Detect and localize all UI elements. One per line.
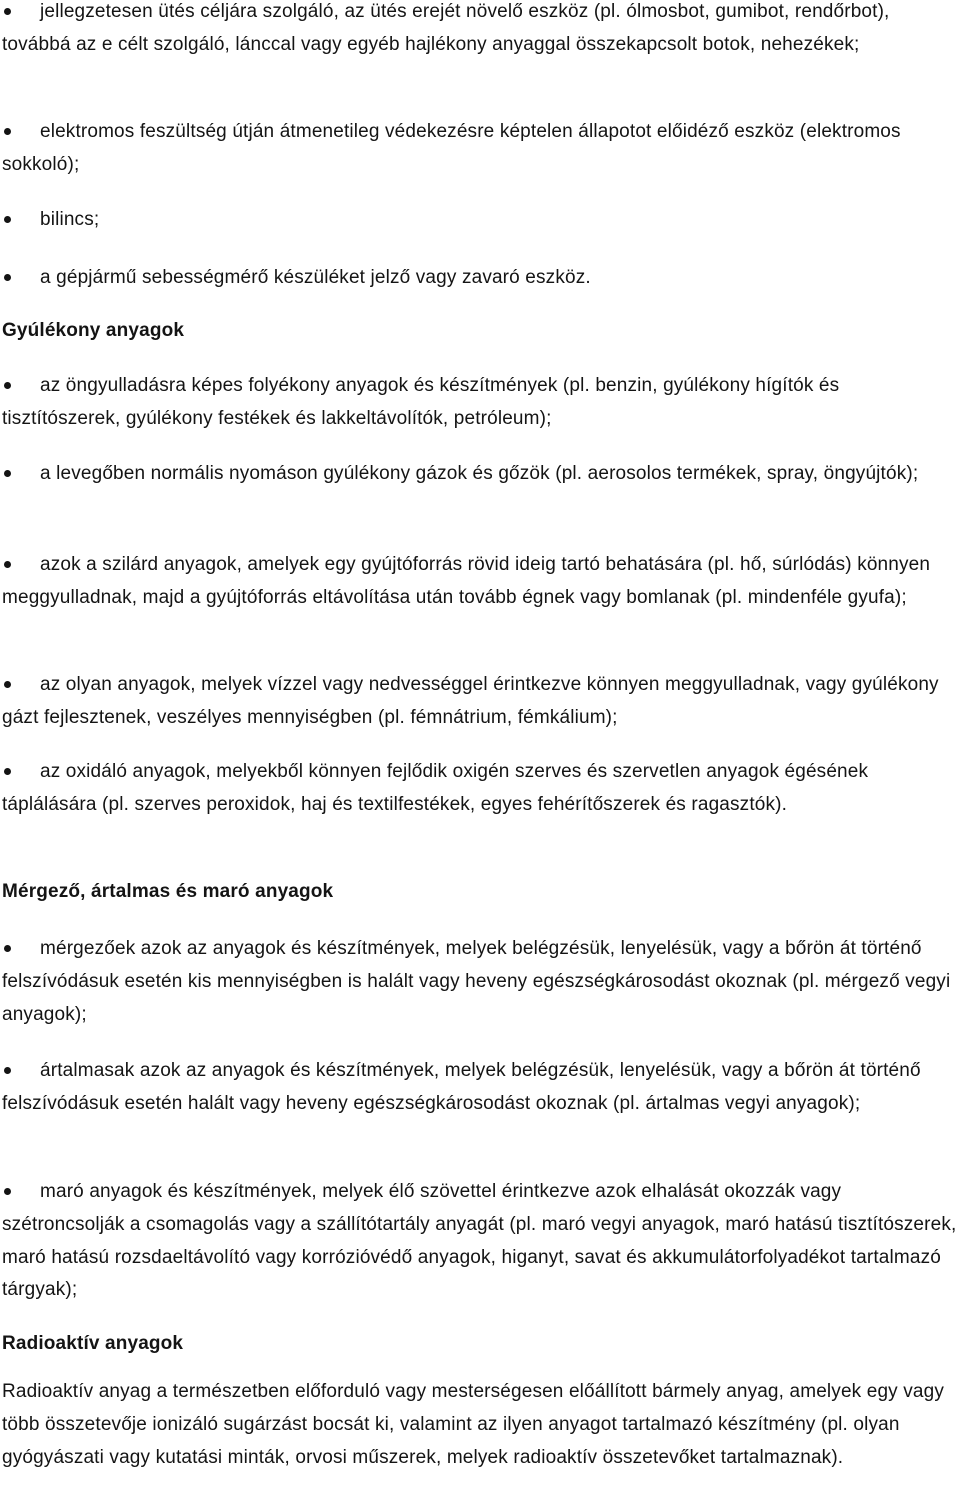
- list-item: bilincs;: [40, 209, 100, 230]
- list-item: azok a szilárd anyagok, amelyek egy gyújtóforrás rövid ideig tartó behatására (pl. hő, súrlódás) könnyen meggyulladnak, majd a gyújtóforrás eltávolítása után tovább égnek vagy bomlanak (pl. mindenféle gyufa);: [2, 554, 931, 608]
- paragraph: Radioaktív anyag a természetben előforduló vagy mesterségesen előállított bármely anyag, amelyek egy vagy több összetevője ionizáló sugárzást bocsát ki, valamint az ilyen anyagot tartalmazó készítmény (pl. olyan gyógyászati vagy kutatási minták, orvosi műszerek, melyek radioaktív összetevőket tartalmaznak).: [2, 1381, 944, 1468]
- list-item: az öngyulladásra képes folyékony anyagok és készítmények (pl. benzin, gyúlékony hígítók és tisztítószerek, gyúlékony festékek és lakkeltávolítók, petróleum);: [2, 375, 840, 429]
- list-item: mérgezőek azok az anyagok és készítmények, melyek belégzésük, lenyelésük, vagy a bőrön át történő felszívódásuk esetén kis mennyiségben is halált vagy heveny egészségkárosodást okoznak (pl. mérgező vegyi anyagok);: [2, 938, 951, 1025]
- list-item: maró anyagok és készítmények, melyek élő szövettel érintkezve azok elhalását okozzák vagy szétroncsolják a csomagolás vagy a szállítótartály anyagát (pl. maró vegyi anyagok, maró hatású tisztítószerek, maró hatású rozsdaeltávolító vagy korrózióvédő anyagok, higanyt, savat és akkumulátorfolyadékot tartalmazó tárgyak);: [2, 1181, 957, 1301]
- list-item: a gépjármű sebességmérő készüléket jelző vagy zavaró eszköz.: [40, 267, 591, 288]
- list-item: a levegőben normális nyomáson gyúlékony gázok és gőzök (pl. aerosolos termékek, spray, öngyújtók);: [40, 463, 919, 484]
- list-item: jellegzetesen ütés céljára szolgáló, az ütés erejét növelő eszköz (pl. ólmosbot, gumibot, rendőrbot), továbbá az e célt szolgáló, lánccal vagy egyéb hajlékony anyaggal összekapcsolt botok, nehezékek;: [2, 1, 890, 55]
- list-item: az oxidáló anyagok, melyekből könnyen fejlődik oxigén szerves és szervetlen anyagok égésének táplálására (pl. szerves peroxidok, haj és textilfestékek, egyes fehérítőszerek és ragasztók).: [2, 761, 869, 815]
- section-heading-toxic: Mérgező, ártalmas és maró anyagok: [2, 881, 334, 902]
- list-item: az olyan anyagok, melyek vízzel vagy nedvességgel érintkezve könnyen meggyulladnak, vagy gyúlékony gázt fejlesztenek, veszélyes mennyiségben (pl. fémnátrium, fémkálium);: [2, 674, 939, 728]
- section-heading-radioactive: Radioaktív anyagok: [2, 1333, 184, 1354]
- list-item: ártalmasak azok az anyagok és készítmények, melyek belégzésük, lenyelésük, vagy a bőrön át történő felszívódásuk esetén halált vagy heveny egészségkárosodást okoznak (pl. ártalmas vegyi anyagok);: [2, 1060, 921, 1114]
- list-item: elektromos feszültség útján átmenetileg védekezésre képtelen állapotot előidéző eszköz (elektromos sokkoló);: [2, 121, 901, 175]
- section-heading-flammable: Gyúlékony anyagok: [2, 320, 185, 341]
